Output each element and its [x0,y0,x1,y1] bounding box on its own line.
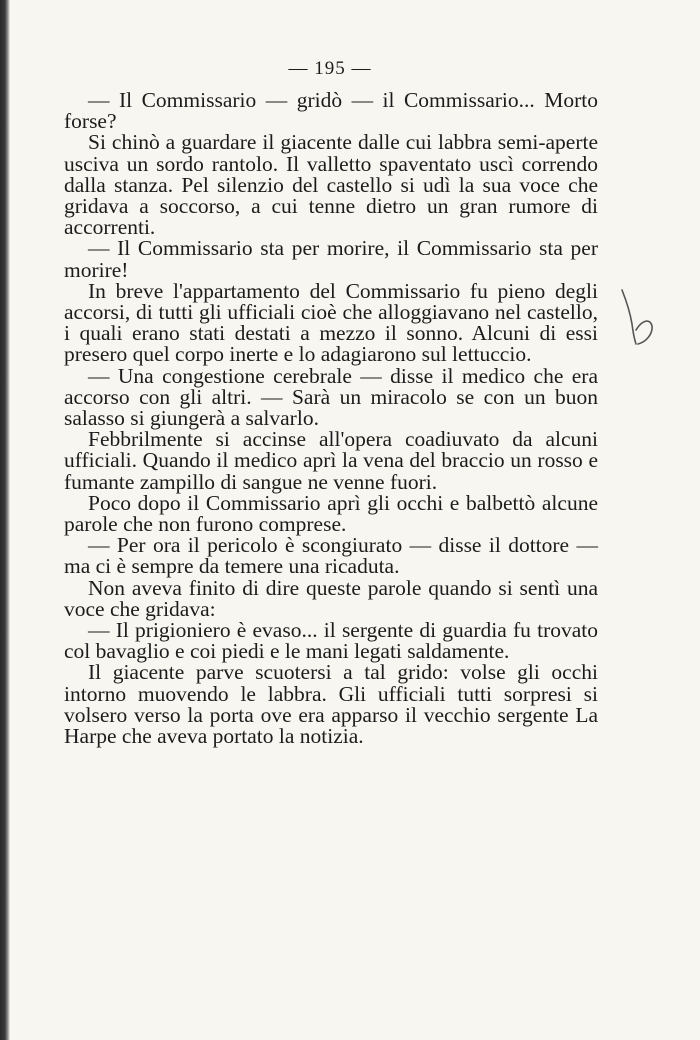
paragraph-5: — Una congestione cerebrale — disse il medico che era accorso con gli altri. — Sarà un miracolo se con un buon salasso si giungerà a salvarlo. [64,363,598,431]
paragraph-2: Si chinò a guardare il giacente dalle cui labbra semi-aperte usciva un sordo rantolo. Il valletto spaventato uscì correndo dalla stanza. Pel silenzio del castello si udì la sua voce che gridava a soccorso, a cui tenne dietro un gran rumore di accorrenti. [64,130,598,240]
pencil-mark-icon [616,286,666,356]
paragraph-1: — Il Commissario — gridò — il Commissario... Morto forse? [64,88,598,134]
binding-shadow [0,0,10,1040]
paragraph-10: — Il prigioniero è evaso... il sergente di guardia fu trovato col bavaglio e coi piedi e le mani legati saldamente. [64,618,598,664]
paragraph-3: — Il Commissario sta per morire, il Commissario sta per morire! [64,236,598,282]
body-text [64,90,598,747]
paragraph-8: — Per ora il pericolo è scongiurato — disse il dottore — ma ci è sempre da temere una ricaduta. [64,533,598,579]
paragraph-7: Poco dopo il Commissario aprì gli occhi e balbettò alcune parole che non furono comprese. [64,490,598,537]
paragraph-9: Non aveva finito di dire queste parole quando si sentì una voce che gridava: [64,575,598,621]
paragraph-11: Il giacente parve scuotersi a tal grido: volse gli occhi intorno muovendo le labbra. Gli ufficiali tutti sorpresi si volsero verso la porta ove era apparso il vecchio sergente La Harpe che aveva portato la notizia. [64,660,598,749]
paragraph-4: In breve l'appartamento del Commissario fu pieno degli accorsi, di tutti gli ufficiali cioè che alloggiavano nel castello, i quali erano stati destati a mezzo il sonno. Alcuni di essi presero quel corpo inerte e lo adagiarono sul lettuccio. [64,278,598,367]
paragraph-6: Febbrilmente si accinse all'opera coadiuvato da alcuni ufficiali. Quando il medico aprì la vena del braccio un rosso e fumante zampillo di sangue ne venne fuori. [64,427,598,494]
page-number: — 195 — [288,58,372,79]
